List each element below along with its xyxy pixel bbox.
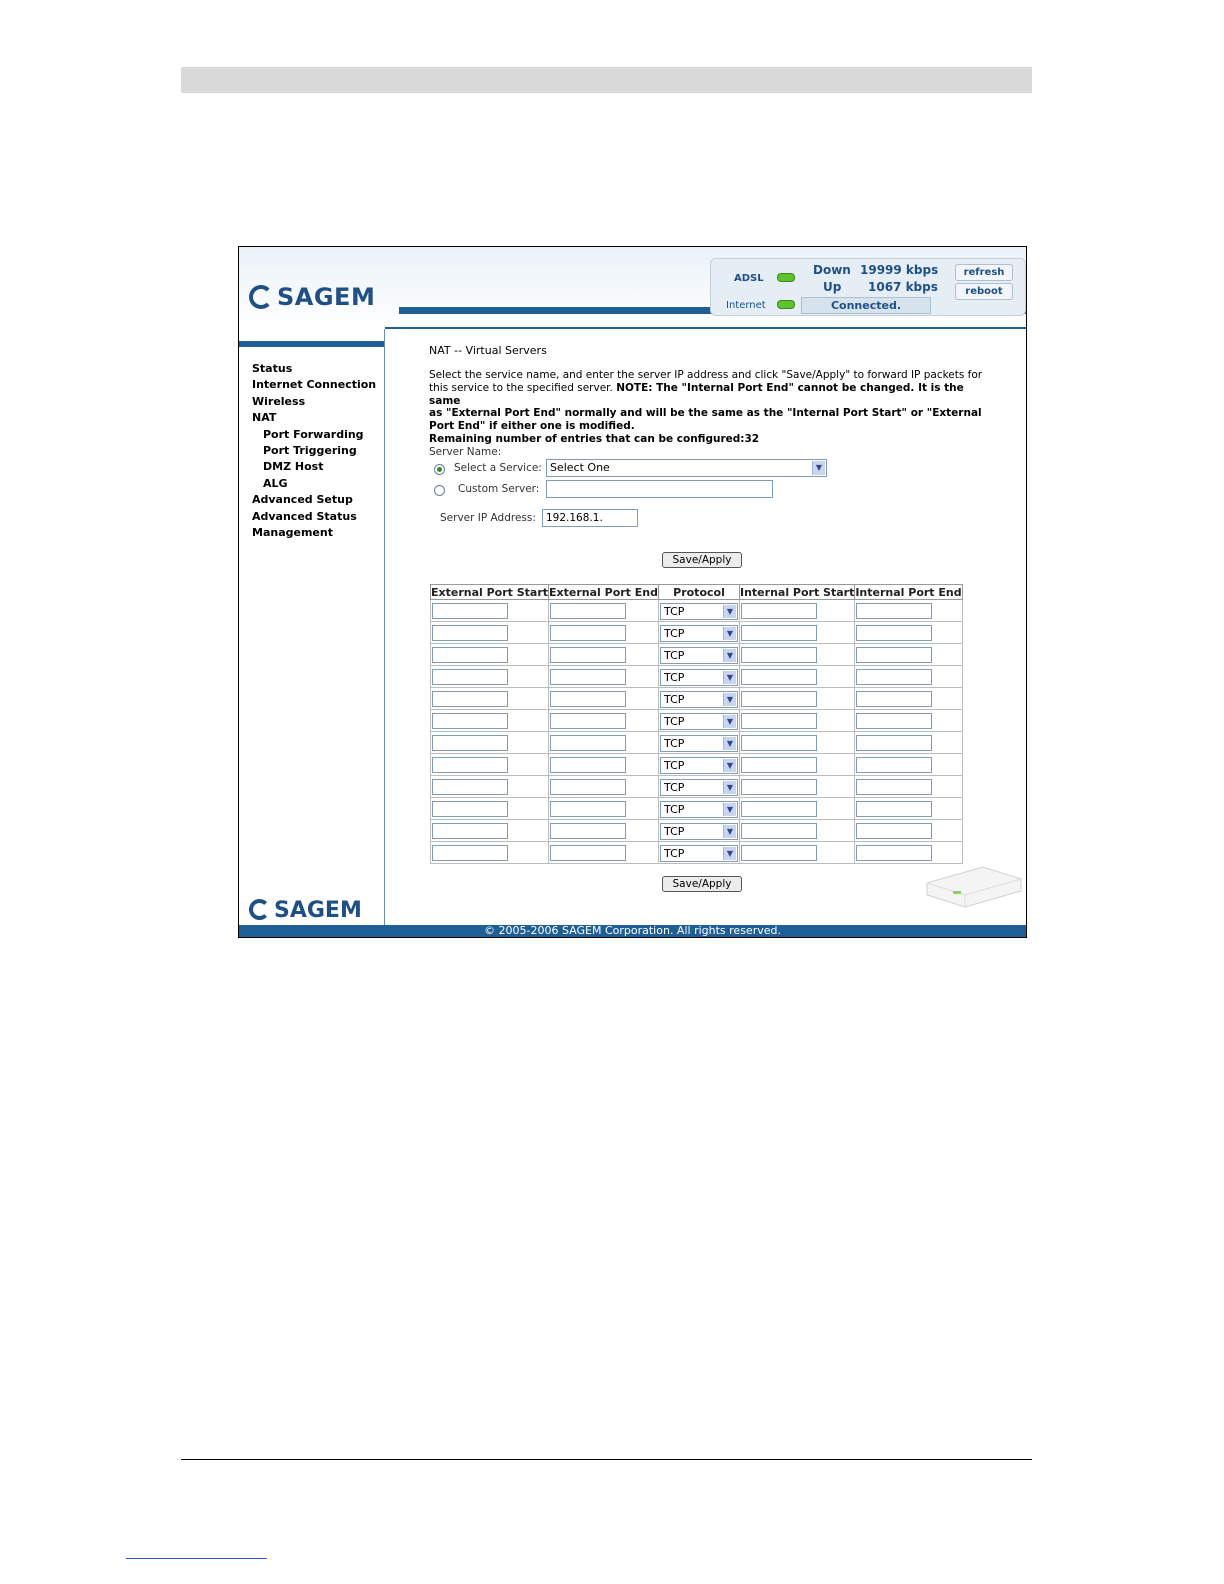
table-cell (431, 842, 549, 864)
protocol-value: TCP (664, 714, 685, 728)
protocol-select[interactable] (660, 757, 738, 774)
custom-server-input[interactable] (546, 480, 773, 498)
table-cell (740, 842, 855, 864)
col-header-external-port-end: External Port End (549, 585, 658, 599)
internal-port-start-input[interactable] (741, 735, 817, 751)
protocol-select[interactable] (660, 669, 738, 686)
sidebar-item-nat[interactable]: NAT (252, 411, 277, 425)
external-port-end-input[interactable] (550, 845, 626, 861)
external-port-end-input[interactable] (550, 713, 626, 729)
table-cell (431, 600, 549, 622)
internal-port-end-input[interactable] (856, 625, 932, 641)
col-header-internal-port-end: Internal Port End (855, 585, 962, 599)
internet-label: Internet (726, 300, 766, 311)
table-cell (740, 820, 855, 842)
sagem-footer-logo: SAGEM (249, 898, 362, 923)
table-cell (740, 798, 855, 820)
table-cell (855, 688, 962, 710)
port-rows (431, 600, 963, 864)
refresh-button[interactable]: refresh (955, 264, 1013, 281)
protocol-value: TCP (664, 670, 685, 684)
table-cell (659, 798, 740, 820)
table-cell (549, 842, 659, 864)
protocol-value: TCP (664, 780, 685, 794)
chevron-down-icon[interactable]: ▼ (723, 803, 736, 816)
service-select[interactable] (546, 459, 827, 477)
document-header-bar (181, 67, 1032, 93)
internet-led-icon (777, 300, 795, 309)
chevron-down-icon[interactable]: ▼ (723, 649, 736, 662)
table-cell (740, 688, 855, 710)
protocol-select[interactable] (660, 801, 738, 818)
table-cell (549, 754, 659, 776)
table-cell (549, 776, 659, 798)
down-label: Down (813, 263, 851, 277)
table-cell (549, 688, 659, 710)
table-row (431, 798, 963, 820)
table-cell (431, 710, 549, 732)
custom-server-label: Custom Server: (458, 483, 540, 495)
internal-port-start-input[interactable] (741, 845, 817, 861)
external-port-end-input[interactable] (550, 625, 626, 641)
service-select-value: Select One (550, 461, 610, 474)
connected-status: Connected. (801, 297, 931, 314)
internal-port-end-input[interactable] (856, 603, 932, 619)
internal-port-end-input[interactable] (856, 823, 932, 839)
sidebar-top-stripe (239, 341, 385, 347)
table-cell (740, 666, 855, 688)
table-cell (431, 644, 549, 666)
internal-port-start-input[interactable] (741, 625, 817, 641)
adsl-led-icon (777, 273, 795, 282)
table-cell (855, 732, 962, 754)
chevron-down-icon[interactable]: ▼ (723, 693, 736, 706)
chevron-down-icon[interactable]: ▼ (812, 461, 825, 475)
table-cell (740, 600, 855, 622)
desc-line-1: Select the service name, and enter the server IP address and click "Save/Apply" to forward IP packets for (429, 369, 983, 381)
external-port-start-input[interactable] (432, 823, 508, 839)
sidebar-item-dmz-host[interactable]: DMZ Host (263, 460, 324, 474)
down-value: 19999 kbps (860, 263, 939, 277)
sidebar-nav (252, 361, 376, 541)
table-row (431, 688, 963, 710)
table-cell (659, 688, 740, 710)
table-cell (659, 710, 740, 732)
external-port-end-input[interactable] (550, 823, 626, 839)
chevron-down-icon[interactable]: ▼ (723, 781, 736, 794)
table-row (431, 776, 963, 798)
protocol-select[interactable] (660, 713, 738, 730)
col-header-internal-port-start: Internal Port Start (740, 585, 855, 599)
document-footer-rule (181, 1459, 1032, 1460)
server-ip-input[interactable]: 192.168.1. (542, 509, 638, 527)
table-cell (855, 644, 962, 666)
table-cell (855, 776, 962, 798)
external-port-end-input[interactable] (550, 801, 626, 817)
external-port-start-input[interactable] (432, 801, 508, 817)
copyright-bar: © 2005-2006 SAGEM Corporation. All rights reserved. (239, 925, 1026, 937)
select-service-label: Select a Service: (454, 462, 542, 474)
table-cell (659, 600, 740, 622)
desc-line-2 (429, 382, 989, 408)
table-cell (549, 732, 659, 754)
sidebar-item-port-triggering[interactable]: Port Triggering (263, 444, 357, 458)
protocol-value: TCP (664, 846, 685, 860)
external-port-start-input[interactable] (432, 625, 508, 641)
desc-line-2-plain: this service to the specified server. (429, 381, 617, 394)
table-cell (549, 644, 659, 666)
chevron-down-icon[interactable]: ▼ (723, 671, 736, 684)
sidebar-divider (384, 329, 385, 929)
table-cell (549, 820, 659, 842)
external-port-end-input[interactable] (550, 647, 626, 663)
external-port-end-input[interactable] (550, 779, 626, 795)
protocol-value: TCP (664, 736, 685, 750)
up-value: 1067 kbps (868, 280, 938, 294)
table-cell (549, 600, 659, 622)
table-cell (431, 820, 549, 842)
table-row (431, 710, 963, 732)
table-cell (431, 688, 549, 710)
external-port-start-input[interactable] (432, 779, 508, 795)
table-cell (549, 798, 659, 820)
remaining-entries: Remaining number of entries that can be configured:32 (429, 432, 760, 445)
protocol-value: TCP (664, 692, 685, 706)
table-cell (740, 622, 855, 644)
content-top-line (385, 327, 1026, 329)
connection-status-panel (710, 258, 1026, 316)
desc-note: NOTE: The "Internal Port End" cannot be changed. It is the same (429, 381, 964, 407)
sidebar-item-wireless[interactable]: Wireless (252, 394, 306, 408)
sidebar-item-status[interactable]: Status (252, 362, 293, 375)
table-cell (431, 776, 549, 798)
router-device-image (923, 861, 1023, 909)
internal-port-start-input[interactable] (741, 823, 817, 839)
internal-port-start-input[interactable] (741, 691, 817, 707)
internal-port-start-input[interactable] (741, 801, 817, 817)
sidebar-item-alg[interactable]: ALG (263, 476, 288, 490)
sidebar-item-advanced-setup[interactable]: Advanced Setup (252, 493, 353, 507)
sidebar-item-management[interactable]: Management (252, 526, 333, 540)
select-service-radio[interactable] (434, 464, 445, 475)
col-header-protocol: Protocol (659, 585, 740, 600)
up-label: Up (823, 280, 842, 294)
internal-port-start-input[interactable] (741, 757, 817, 773)
table-row (431, 644, 963, 666)
table-cell (855, 710, 962, 732)
protocol-select[interactable] (660, 845, 738, 862)
sagem-swirl-icon (249, 285, 273, 309)
chevron-down-icon[interactable]: ▼ (723, 605, 736, 618)
table-cell (549, 622, 659, 644)
table-cell (740, 732, 855, 754)
table-cell (855, 666, 962, 688)
table-cell (855, 600, 962, 622)
table-row (431, 622, 963, 644)
external-port-start-input[interactable] (432, 603, 508, 619)
table-row (431, 732, 963, 754)
table-cell (740, 776, 855, 798)
protocol-select[interactable] (660, 647, 738, 664)
table-cell (659, 666, 740, 688)
internal-port-end-input[interactable] (856, 669, 932, 685)
internal-port-start-input[interactable] (741, 669, 817, 685)
sagem-logo: SAGEM (249, 283, 375, 311)
internal-port-start-input[interactable] (741, 647, 817, 663)
table-cell (855, 798, 962, 820)
external-port-start-input[interactable] (432, 691, 508, 707)
external-port-end-input[interactable] (550, 735, 626, 751)
document-footnote-rule (126, 1558, 267, 1559)
internal-port-end-input[interactable] (856, 735, 932, 751)
table-cell (855, 820, 962, 842)
table-cell (740, 644, 855, 666)
internal-port-end-input[interactable] (856, 647, 932, 663)
sidebar-item-internet-connection[interactable]: Internet Connection (252, 378, 377, 392)
external-port-end-input[interactable] (550, 691, 626, 707)
table-cell (431, 732, 549, 754)
chevron-down-icon[interactable]: ▼ (723, 759, 736, 772)
table-row (431, 820, 963, 842)
save-apply-button-bottom[interactable]: Save/Apply (662, 876, 742, 892)
page-description (429, 369, 989, 446)
table-row (431, 754, 963, 776)
protocol-select[interactable] (660, 779, 738, 796)
protocol-value: TCP (664, 824, 685, 838)
external-port-end-input[interactable] (550, 669, 626, 685)
table-row (431, 600, 963, 622)
reboot-button[interactable]: reboot (955, 283, 1013, 300)
table-cell (431, 622, 549, 644)
internal-port-end-input[interactable] (856, 757, 932, 773)
table-cell (431, 754, 549, 776)
protocol-value: TCP (664, 648, 685, 662)
internal-port-end-input[interactable] (856, 801, 932, 817)
protocol-value: TCP (664, 604, 685, 618)
table-cell (659, 754, 740, 776)
table-cell (659, 732, 740, 754)
table-cell (659, 776, 740, 798)
external-port-start-input[interactable] (432, 669, 508, 685)
table-cell (431, 666, 549, 688)
sagem-swirl-icon (249, 899, 270, 920)
sidebar-item-advanced-status[interactable]: Advanced Status (252, 509, 357, 523)
external-port-start-input[interactable] (432, 713, 508, 729)
internal-port-start-input[interactable] (741, 779, 817, 795)
external-port-start-input[interactable] (432, 845, 508, 861)
table-cell (855, 622, 962, 644)
protocol-select[interactable] (660, 691, 738, 708)
chevron-down-icon[interactable]: ▼ (723, 825, 736, 838)
desc-line-4: Port End" if either one is modified. (429, 420, 635, 433)
internal-port-end-input[interactable] (856, 845, 932, 861)
server-name-label: Server Name: (429, 446, 502, 458)
table-cell (659, 820, 740, 842)
chevron-down-icon[interactable]: ▼ (723, 627, 736, 640)
col-header-external-port-start: External Port Start (431, 585, 549, 599)
chevron-down-icon[interactable]: ▼ (723, 847, 736, 860)
chevron-down-icon[interactable]: ▼ (723, 737, 736, 750)
custom-server-radio[interactable] (434, 485, 445, 496)
table-cell (659, 622, 740, 644)
table-cell (659, 644, 740, 666)
table-cell (549, 710, 659, 732)
table-cell (549, 666, 659, 688)
table-cell (855, 754, 962, 776)
table-cell (431, 798, 549, 820)
table-cell (659, 842, 740, 864)
protocol-select[interactable] (660, 625, 738, 642)
chevron-down-icon[interactable]: ▼ (723, 715, 736, 728)
table-row (431, 666, 963, 688)
external-port-start-input[interactable] (432, 735, 508, 751)
save-apply-button-top[interactable]: Save/Apply (662, 552, 742, 568)
page-title: NAT -- Virtual Servers (429, 344, 547, 357)
external-port-end-input[interactable] (550, 757, 626, 773)
external-port-start-input[interactable] (432, 757, 508, 773)
internal-port-end-input[interactable] (856, 691, 932, 707)
internal-port-end-input[interactable] (856, 713, 932, 729)
table-cell (740, 754, 855, 776)
sidebar-item-port-forwarding[interactable]: Port Forwarding (263, 427, 364, 441)
protocol-select[interactable] (660, 735, 738, 752)
internal-port-start-input[interactable] (741, 713, 817, 729)
protocol-value: TCP (664, 626, 685, 640)
protocol-value: TCP (664, 758, 685, 772)
desc-line-3: as "External Port End" normally and will be the same as the "Internal Port Start" or "External (429, 407, 982, 420)
protocol-value: TCP (664, 802, 685, 816)
protocol-select[interactable] (660, 603, 738, 620)
external-port-end-input[interactable] (550, 603, 626, 619)
external-port-start-input[interactable] (432, 647, 508, 663)
table-cell (740, 710, 855, 732)
protocol-select[interactable] (660, 823, 738, 840)
server-ip-label: Server IP Address: (440, 512, 536, 524)
port-table (430, 584, 963, 864)
table-row (431, 842, 963, 864)
router-screenshot (238, 246, 1027, 938)
internal-port-start-input[interactable] (741, 603, 817, 619)
internal-port-end-input[interactable] (856, 779, 932, 795)
adsl-label: ADSL (734, 273, 764, 284)
